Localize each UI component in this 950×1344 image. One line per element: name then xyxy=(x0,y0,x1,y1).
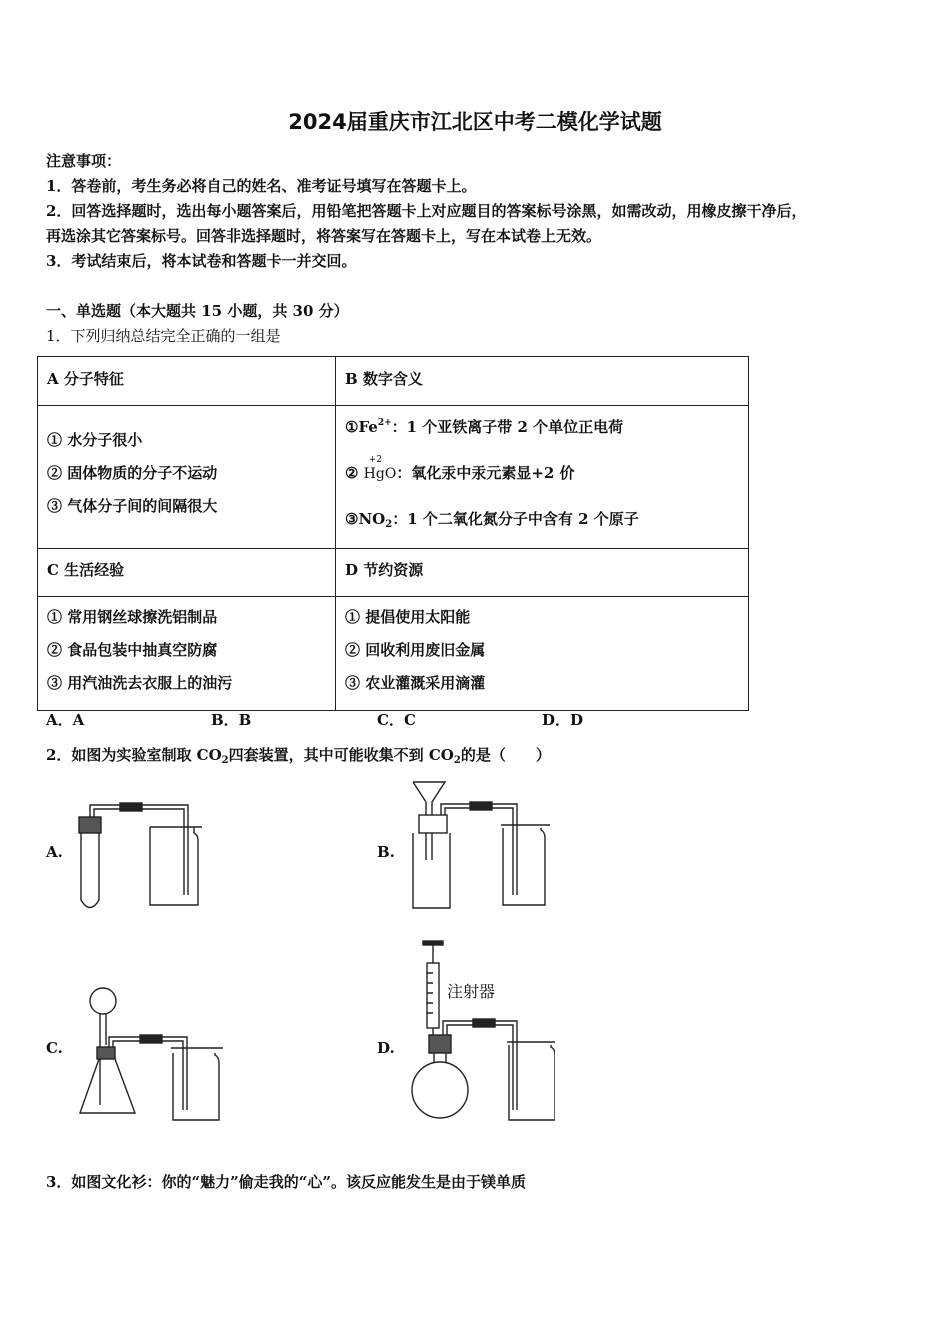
q2-label-a[interactable]: A. xyxy=(46,843,63,861)
q2-label-d[interactable]: D. xyxy=(377,1039,395,1057)
apparatus-a-diagram xyxy=(70,795,210,915)
q1-option-a[interactable]: A．A xyxy=(46,711,85,729)
q1-d-line-1: ① 提倡使用太阳能 xyxy=(345,608,471,626)
q1-cell-a-head: A 分子特征 xyxy=(38,357,336,406)
q1-stem: 1．下列归纳总结完全正确的一组是 xyxy=(46,327,281,345)
q2-label-b[interactable]: B. xyxy=(377,843,395,861)
apparatus-c-diagram xyxy=(75,985,225,1125)
q2-stem: 2．如图为实验室制取 $CO_2$四套装置，其中可能收集不到 $CO_2$的是（ ） xyxy=(46,746,551,766)
notice-item-2-cont: 再选涂其它答案标号。回答非选择题时，将答案写在答题卡上，写在本试卷上无效。 xyxy=(46,227,602,245)
q1-option-b[interactable]: B．B xyxy=(211,711,252,729)
q1-a-line-2: ② 固体物质的分子不运动 xyxy=(47,464,218,482)
q1-c-line-2: ② 食品包装中抽真空防腐 xyxy=(47,641,218,659)
apparatus-b-diagram xyxy=(405,780,555,912)
q1-b-line-2: ② +2 HgO：氧化汞中汞元素显+2 价 xyxy=(345,455,575,482)
syringe-label: 注射器 xyxy=(447,982,496,1001)
q1-cell-d-body xyxy=(336,597,749,711)
q1-d-line-3: ③ 农业灌溉采用滴灌 xyxy=(345,674,486,692)
q1-table xyxy=(37,356,749,711)
q1-cell-b-body xyxy=(336,406,749,549)
q3-stem: 3．如图文化衫：你的“魅力”偷走我的“心”。该反应能发生是由于镁单质 xyxy=(46,1173,526,1191)
q1-c-line-3: ③ 用汽油洗去衣服上的油污 xyxy=(47,674,233,692)
q1-cell-c-head: C 生活经验 xyxy=(38,549,336,597)
notice-item-3: 3．考试结束后，将本试卷和答题卡一并交回。 xyxy=(46,252,357,270)
apparatus-d-diagram xyxy=(405,935,555,1127)
q1-b-line-1: $①Fe^{2+}$：1 个亚铁离子带 2 个单位正电荷 xyxy=(345,418,624,436)
q1-cell-d-head: D 节约资源 xyxy=(336,549,749,597)
q1-cell-b-head: B 数字含义 xyxy=(336,357,749,406)
q1-cell-c-body xyxy=(38,597,336,711)
q1-b-line-3: $③NO_2$：1 个二氧化氮分子中含有 2 个原子 xyxy=(345,510,639,530)
q1-cell-a-body xyxy=(38,406,336,549)
q1-d-line-2: ② 回收利用废旧金属 xyxy=(345,641,486,659)
q1-a-line-1: ① 水分子很小 xyxy=(47,431,143,449)
q1-a-line-3: ③ 气体分子间的间隔很大 xyxy=(47,497,218,515)
q1-option-d[interactable]: D．D xyxy=(542,711,584,729)
q2-label-c[interactable]: C. xyxy=(46,1039,63,1057)
section-heading: 一、单选题（本大题共 15 小题，共 30 分） xyxy=(46,302,349,320)
q1-c-line-1: ① 常用钢丝球擦洗铝制品 xyxy=(47,608,218,626)
notice-item-2: 2．回答选择题时，选出每小题答案后，用铅笔把答题卡上对应题目的答案标号涂黑，如需改动，用橡皮擦干净后， xyxy=(46,202,807,220)
q1-option-c[interactable]: C．C xyxy=(377,711,416,729)
page-title: 2024届重庆市江北区中考二模化学试题 xyxy=(288,110,662,134)
notice-heading: 注意事项： xyxy=(46,152,122,170)
notice-item-1: 1．答卷前，考生务必将自己的姓名、准考证号填写在答题卡上。 xyxy=(46,177,477,195)
